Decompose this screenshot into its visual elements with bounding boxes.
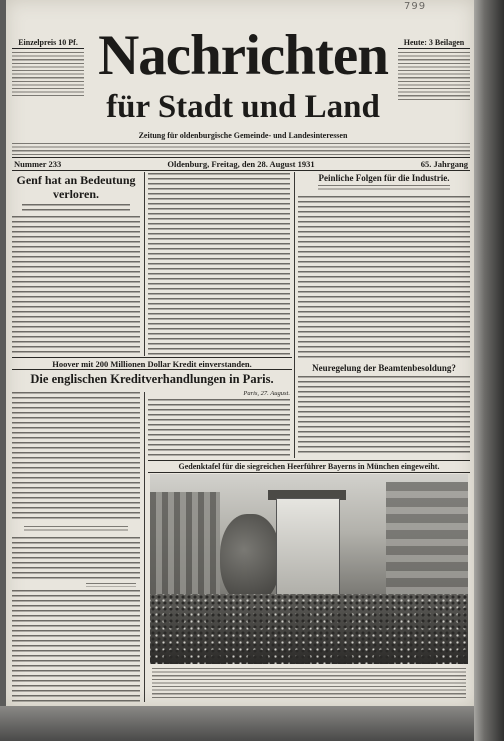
news-photo: [150, 474, 468, 664]
binding-shadow: [474, 0, 504, 741]
kredit-headline: Die englischen Kreditverhandlungen in Paris.: [30, 372, 274, 386]
photo-tree: [220, 514, 280, 604]
industrie-subheading: [318, 185, 450, 192]
column-rule: [144, 392, 145, 702]
kredit-body-text: [12, 590, 140, 702]
masthead-rule-bottom: [12, 170, 470, 171]
column-rule: [294, 172, 295, 458]
issue-volume: 65. Jahrgang: [420, 159, 468, 169]
page-number: 799: [404, 1, 427, 12]
column-rule: [144, 172, 145, 356]
industrie-headline: Peinliche Folgen für die Industrie.: [318, 173, 450, 183]
date-bar: [12, 159, 470, 169]
price-box-fine-print: [12, 52, 84, 96]
kredit-body-text: [12, 537, 140, 579]
publisher-fine-print: [12, 143, 470, 155]
gedenktafel-headline: Gedenktafel für die siegreichen Heerführer Bayerns in München eingeweiht.: [148, 460, 470, 473]
photo-caption: [152, 668, 466, 698]
masthead-title-line2: für Stadt und Land: [106, 89, 380, 125]
masthead-rule-top: [12, 157, 470, 158]
supplements-box: Heute: 3 Beilagen: [398, 38, 470, 49]
beamten-body-text: [298, 376, 470, 454]
kredit-body-text: [12, 392, 140, 522]
scan-border: [0, 706, 474, 741]
genf-subheading: [22, 204, 130, 212]
hoover-kicker: Hoover mit 200 Millionen Dollar Kredit einverstanden.: [12, 359, 292, 370]
beamten-headline: Neuregelung der Beamtenbesoldung?: [312, 363, 456, 373]
price-box: Einzelpreis 10 Pf.: [12, 38, 84, 49]
issue-number: Nummer 233: [14, 159, 62, 169]
kredit-body-text-continued: [148, 399, 290, 456]
kredit-second-dateline: [86, 583, 136, 587]
masthead-title: Nachrichten: [98, 24, 388, 87]
genf-headline: Genf hat an Bedeutung verloren.: [16, 173, 136, 201]
kredit-dateline: Paris, 27. August.: [243, 390, 290, 397]
issue-place-date: Oldenburg, Freitag, den 28. August 1931: [167, 159, 315, 169]
photo-crowd: [150, 594, 468, 664]
supplements-fine-print: [398, 52, 470, 102]
kredit-subheading: [24, 526, 128, 533]
genf-body-text: [12, 216, 140, 355]
section-rule: [12, 357, 292, 358]
masthead-subtitle: Zeitung für oldenburgische Gemeinde- und Landesinteressen: [138, 131, 348, 140]
industrie-body-text: [298, 196, 470, 359]
genf-body-text-continued: [148, 173, 290, 355]
